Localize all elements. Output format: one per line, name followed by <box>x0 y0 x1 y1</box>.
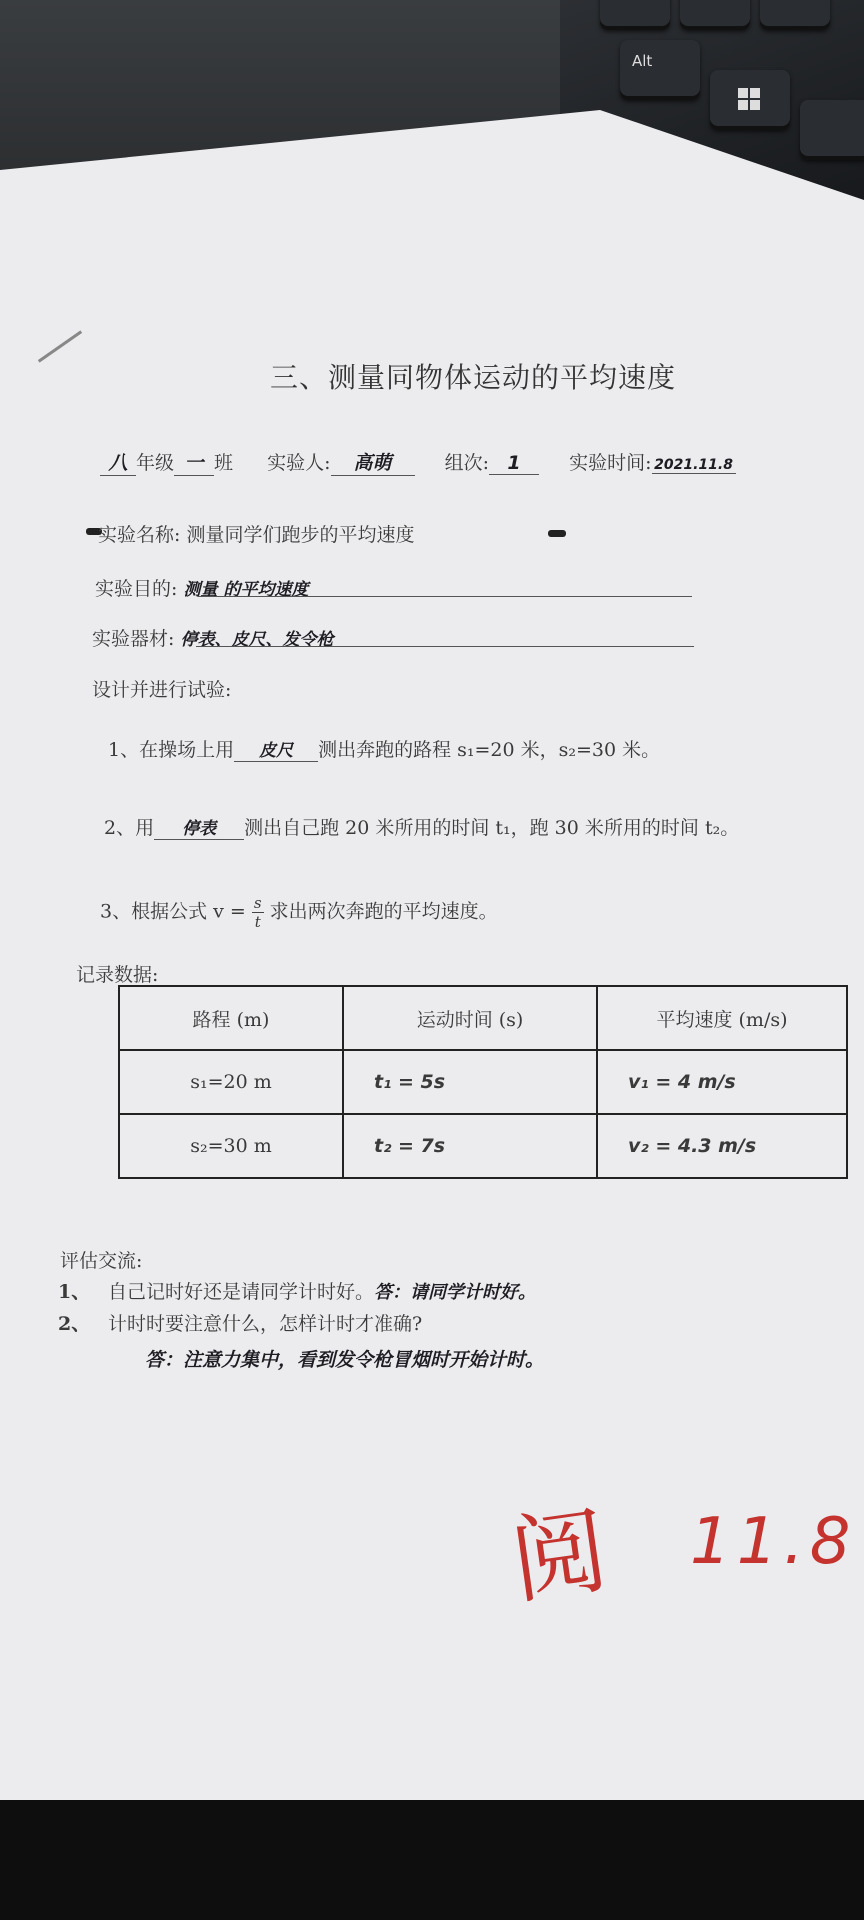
experiment-name-row <box>98 520 414 547</box>
step-2-rest: 测出自己跑 20 米所用的时间 t₁，跑 30 米所用的时间 t₂。 <box>244 817 740 839</box>
step-2-fill: 停表 <box>154 814 244 840</box>
step-3-rest: 求出两次奔跑的平均速度。 <box>269 900 498 923</box>
purpose-underline <box>198 596 692 597</box>
group-label: 组次: <box>444 452 490 474</box>
table-cell: t₁ = 5s <box>343 1050 597 1114</box>
windows-key <box>710 70 790 130</box>
design-label: 设计并进行试验: <box>92 679 232 701</box>
table-header-row <box>119 986 847 1050</box>
table-header-cell: 平均速度 (m/s) <box>597 986 847 1050</box>
purpose-value: 测量 的平均速度 <box>183 580 309 600</box>
formula-numerator: s <box>253 894 262 912</box>
keyboard-key <box>680 0 750 30</box>
record-table <box>118 985 848 1179</box>
question-2-text: 计时时要注意什么，怎样计时才准确? <box>108 1313 423 1335</box>
alt-key <box>620 40 700 100</box>
time-value: 2021.11.8 <box>652 457 736 474</box>
formula-fraction <box>252 894 264 931</box>
table-cell: v₂ = 4.3 m/s <box>597 1114 847 1178</box>
equipment-label: 实验器材: <box>92 628 175 650</box>
time-label: 实验时间: <box>569 452 652 474</box>
experimenter-label: 实验人: <box>267 452 331 474</box>
table-cell: t₂ = 7s <box>343 1114 597 1178</box>
group-value: 1 <box>489 452 539 475</box>
step-1-rest: 测出奔跑的路程 s₁=20 米，s₂=30 米。 <box>318 739 661 761</box>
formula-denominator: t <box>254 913 261 931</box>
purpose-label: 实验目的: <box>95 578 178 600</box>
question-1-number: 1、 <box>58 1281 91 1303</box>
keyboard-key <box>600 0 670 30</box>
equipment-underline <box>196 646 694 647</box>
table-cell: s₂=30 m <box>119 1114 343 1178</box>
question-2 <box>58 1309 422 1336</box>
step-2-text: 2、用 <box>104 817 155 839</box>
step-2 <box>104 813 739 840</box>
table-row <box>119 1050 847 1114</box>
table-cell: v₁ = 4 m/s <box>597 1050 847 1114</box>
question-1 <box>58 1277 536 1304</box>
experiment-name-label: 实验名称: <box>98 524 181 546</box>
grader-mark: 阅 <box>503 1493 615 1619</box>
question-2-number: 2、 <box>58 1313 91 1335</box>
step-3-text: 3、根据公式 v = <box>100 900 246 923</box>
table-cell: s₁=20 m <box>119 1050 343 1114</box>
keyboard-key <box>760 0 830 30</box>
class-label: 班 <box>214 452 234 474</box>
question-1-answer: 答：请同学计时好。 <box>374 1282 537 1303</box>
grader-date: 11.8 <box>690 1505 857 1579</box>
worksheet-title: 三、测量同物体运动的平均速度 <box>270 361 677 394</box>
question-2-answer: 答：注意力集中，看到发令枪冒烟时开始计时。 <box>145 1349 545 1371</box>
table-row <box>119 1114 847 1178</box>
grade-value: 八 <box>100 448 136 476</box>
alt-key-label: Alt <box>632 52 653 70</box>
table-header-cell: 运动时间 (s) <box>343 986 597 1050</box>
step-3 <box>100 894 498 931</box>
keyboard-key <box>800 100 864 160</box>
table-header-cell: 路程 (m) <box>119 986 343 1050</box>
step-1-fill: 皮尺 <box>234 736 318 762</box>
windows-icon <box>738 88 760 110</box>
step-1 <box>108 735 660 762</box>
class-value: 一 <box>174 448 214 476</box>
evaluation-label: 评估交流: <box>60 1250 143 1272</box>
equipment-value: 停表、皮尺、发令枪 <box>180 630 334 650</box>
grade-label: 年级 <box>136 452 175 474</box>
experiment-name-value: 测量同学们跑步的平均速度 <box>186 524 415 546</box>
experimenter-value: 高萌 <box>331 448 415 476</box>
ink-smudge <box>548 530 566 537</box>
record-label: 记录数据: <box>76 964 159 986</box>
desk-shadow <box>0 1800 864 1920</box>
header-info <box>100 448 736 476</box>
step-1-text: 1、在操场上用 <box>108 739 235 761</box>
question-1-text: 自己记时好还是请同学计时好。 <box>108 1281 375 1303</box>
